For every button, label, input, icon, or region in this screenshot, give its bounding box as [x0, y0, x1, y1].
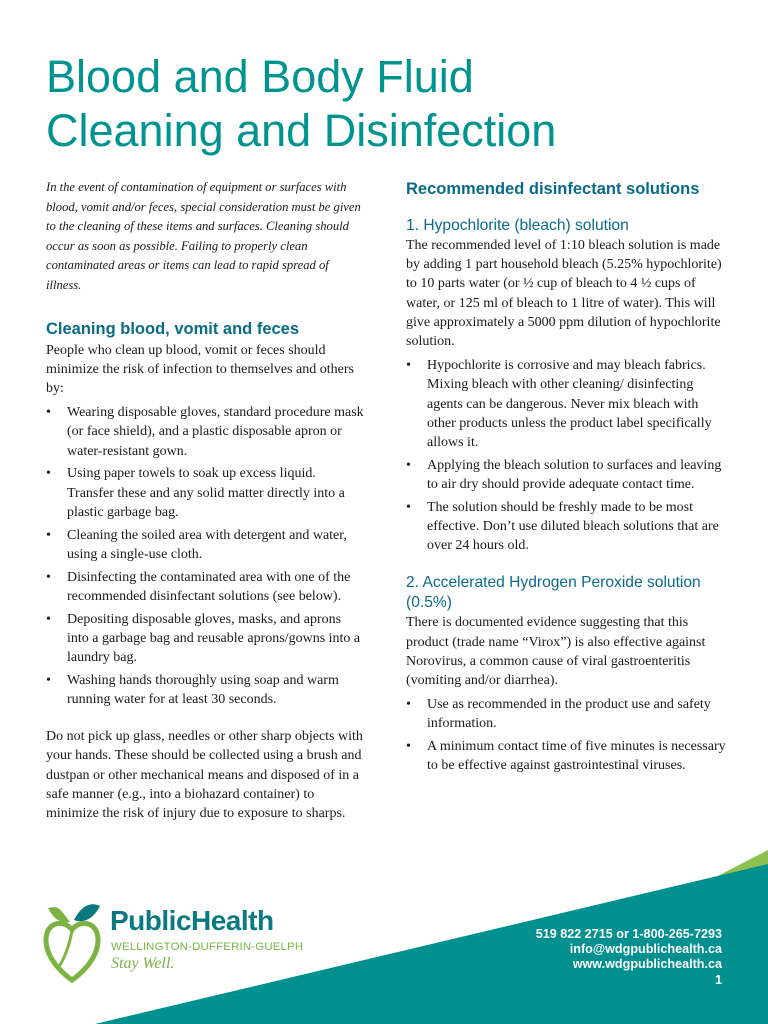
- list-item: • Hypochlorite is corrosive and may bleach fabrics. Mixing bleach with other cleaning/ disinfecting agents can be dangerous. Never mix bleach with other products unless the product label specifically allows it.: [406, 356, 728, 452]
- left-column: [46, 178, 366, 823]
- intro-text: In the event of contamination of equipment or surfaces with blood, vomit and/or feces, special consideration must be given to the cleaning of these items and surfaces. Cleaning should occur as soon as possible. Failing to properly clean contaminated areas or items can lead to rapid spread of illness.: [46, 180, 361, 292]
- list-item: • Depositing disposable gloves, masks, and aprons into a garbage bag and reusable aprons/gowns into a laundry bag.: [46, 610, 366, 668]
- list-item: • A minimum contact time of five minutes is necessary to be effective against gastrointestinal viruses.: [406, 737, 728, 775]
- cleaning-list: [46, 403, 366, 709]
- list-item: • Cleaning the soiled area with detergent and water, using a single-use cloth.: [46, 526, 366, 564]
- list-item: • Use as recommended in the product use and safety information.: [406, 695, 728, 733]
- public-health-logo: [40, 898, 304, 988]
- contact-email[interactable]: info@wdgpublichealth.ca: [569, 942, 722, 957]
- bleach-heading: 1. Hypochlorite (bleach) solution: [406, 217, 629, 234]
- logo-name: PublicHealth: [110, 905, 274, 936]
- logo-region: WELLINGTON-DUFFERIN-GUELPH: [111, 941, 304, 953]
- logo-slogan: Stay Well.: [111, 955, 175, 972]
- page-number: 1: [714, 972, 722, 987]
- list-item: • Applying the bleach solution to surfaces and leaving to air dry should provide adequate contact time.: [406, 456, 728, 494]
- cleaning-lead: People who clean up blood, vomit or feces should minimize the risk of infection to themselves and others by:: [46, 342, 354, 396]
- title-line-1: Blood and Body Fluid: [46, 51, 474, 102]
- bleach-list: [406, 356, 728, 555]
- list-item: • Disinfecting the contaminated area with one of the recommended disinfectant solutions (see below).: [46, 568, 366, 606]
- right-column: [406, 178, 728, 779]
- sharps-paragraph: Do not pick up glass, needles or other sharp objects with your hands. These should be collected using a brush and dustpan or other mechanical means and disposed of in a safe manner (e.g., into a biohazard container) to minimize the risk of injury due to exposure to sharps.: [46, 729, 363, 821]
- list-item: • Using paper towels to soak up excess liquid. Transfer these and any solid matter directly into a plastic garbage bag.: [46, 464, 366, 522]
- list-item: • Washing hands thoroughly using soap and warm running water for at least 30 seconds.: [46, 671, 366, 709]
- list-item: • The solution should be freshly made to be most effective. Don’t use diluted bleach solutions that are over 24 hours old.: [406, 498, 728, 556]
- contact-website[interactable]: www.wdgpublichealth.ca: [572, 957, 722, 972]
- list-item: • Wearing disposable gloves, standard procedure mask (or face shield), and a plastic disposable apron or water-resistant gown.: [46, 403, 366, 461]
- title-line-2: Cleaning and Disinfection: [46, 105, 557, 156]
- peroxide-heading: 2. Accelerated Hydrogen Peroxide solution (0.5%): [406, 574, 701, 612]
- bleach-text: The recommended level of 1:10 bleach solution is made by adding 1 part household bleach (5.25% hypochlorite) to 10 parts water (or ½ cup of bleach to 4 ½ cups of water, or 125 ml of bleach to 1 litre of water). This will give approximately a 5000 ppm dilution of hypochlorite solution.: [406, 238, 722, 350]
- peroxide-list: [406, 695, 728, 775]
- apple-heart-icon: [40, 898, 104, 984]
- contact-block: [536, 927, 722, 988]
- contact-phone: 519 822 2715 or 1-800-265-7293: [535, 927, 722, 941]
- peroxide-text: There is documented evidence suggesting that this product (trade name “Virox”) is also effective against Norovirus, a common cause of viral gastroenteritis (vomiting and/or diarrhea).: [406, 615, 706, 689]
- cleaning-heading: Cleaning blood, vomit and feces: [46, 319, 300, 338]
- page-title: [46, 50, 746, 158]
- recommended-heading: Recommended disinfectant solutions: [406, 180, 700, 198]
